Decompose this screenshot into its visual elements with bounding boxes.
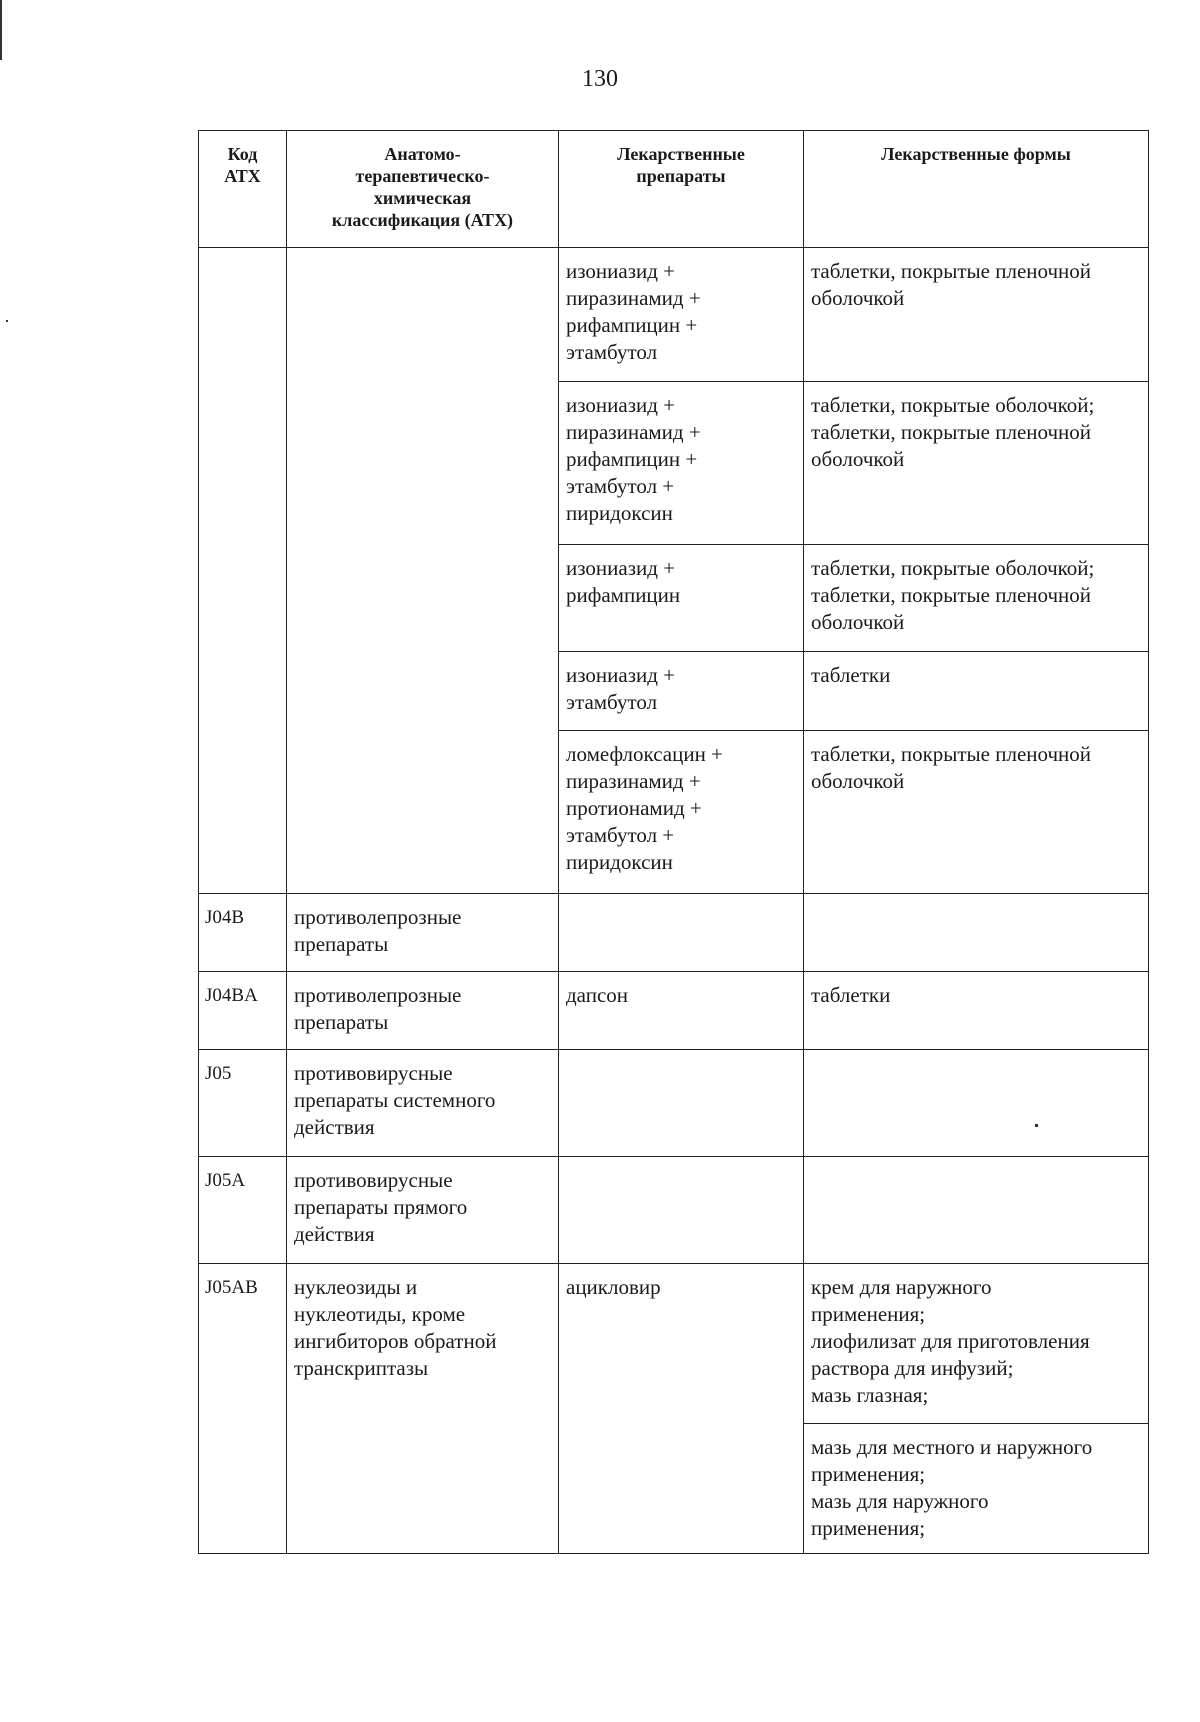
- code-cell: J05A: [199, 1157, 287, 1264]
- table-header-row: [199, 131, 1149, 248]
- drug-cell: [559, 1157, 804, 1264]
- atx-table: [198, 130, 1149, 1554]
- drug-cell: изониазид + пиразинамид + рифампицин + этамбутол: [559, 248, 804, 382]
- forms-cell: [804, 1050, 1149, 1157]
- drug-cell: ломефлоксацин + пиразинамид + протионамид + этамбутол + пиридоксин: [559, 731, 804, 894]
- forms-cell: [804, 894, 1149, 972]
- drug-cell: изониазид + этамбутол: [559, 652, 804, 731]
- scan-speck: [6, 320, 8, 322]
- drug-cell: изониазид + пиразинамид + рифампицин + этамбутол + пиридоксин: [559, 382, 804, 545]
- forms-cell: крем для наружного применения; лиофилизат для приготовления раствора для инфузий; мазь глазная;: [804, 1264, 1149, 1424]
- drug-cell: дапсон: [559, 972, 804, 1050]
- header-atx-code: Код АТХ: [199, 131, 287, 248]
- drug-cell: изониазид + рифампицин: [559, 545, 804, 652]
- class-cell: противолепрозные препараты: [287, 972, 559, 1050]
- header-drugs: Лекарственные препараты: [559, 131, 804, 248]
- scan-speck: [0, 0, 2, 60]
- table-row: [199, 1264, 1149, 1424]
- forms-cell: мазь для местного и наружного применения; мазь для наружного применения;: [804, 1424, 1149, 1554]
- code-cell: J04BA: [199, 972, 287, 1050]
- forms-cell: таблетки: [804, 972, 1149, 1050]
- drug-cell: [559, 1050, 804, 1157]
- class-cell: нуклеозиды и нуклеотиды, кроме ингибиторов обратной транскриптазы: [287, 1264, 559, 1554]
- forms-cell: таблетки, покрытые оболочкой; таблетки, покрытые пленочной оболочкой: [804, 382, 1149, 545]
- empty-code-cell: [199, 248, 287, 894]
- forms-cell: таблетки: [804, 652, 1149, 731]
- drug-cell: ацикловир: [559, 1264, 804, 1554]
- forms-cell: таблетки, покрытые пленочной оболочкой: [804, 731, 1149, 894]
- code-cell: J04B: [199, 894, 287, 972]
- header-atx-classification: Анатомо- терапевтическо- химическая классификация (АТХ): [287, 131, 559, 248]
- class-cell: противовирусные препараты прямого действия: [287, 1157, 559, 1264]
- code-cell: J05AB: [199, 1264, 287, 1554]
- page-number: 130: [582, 66, 618, 92]
- table-row: [199, 248, 1149, 382]
- forms-cell: таблетки, покрытые оболочкой; таблетки, покрытые пленочной оболочкой: [804, 545, 1149, 652]
- code-cell: J05: [199, 1050, 287, 1157]
- table-row: [199, 894, 1149, 972]
- table-row: [199, 1157, 1149, 1264]
- table-row: [199, 972, 1149, 1050]
- table-row: [199, 1050, 1149, 1157]
- class-cell: противовирусные препараты системного действия: [287, 1050, 559, 1157]
- drug-cell: [559, 894, 804, 972]
- header-dosage-forms: Лекарственные формы: [804, 131, 1149, 248]
- scan-speck: [1035, 1124, 1038, 1127]
- forms-cell: [804, 1157, 1149, 1264]
- forms-cell: таблетки, покрытые пленочной оболочкой: [804, 248, 1149, 382]
- class-cell: противолепрозные препараты: [287, 894, 559, 972]
- empty-class-cell: [287, 248, 559, 894]
